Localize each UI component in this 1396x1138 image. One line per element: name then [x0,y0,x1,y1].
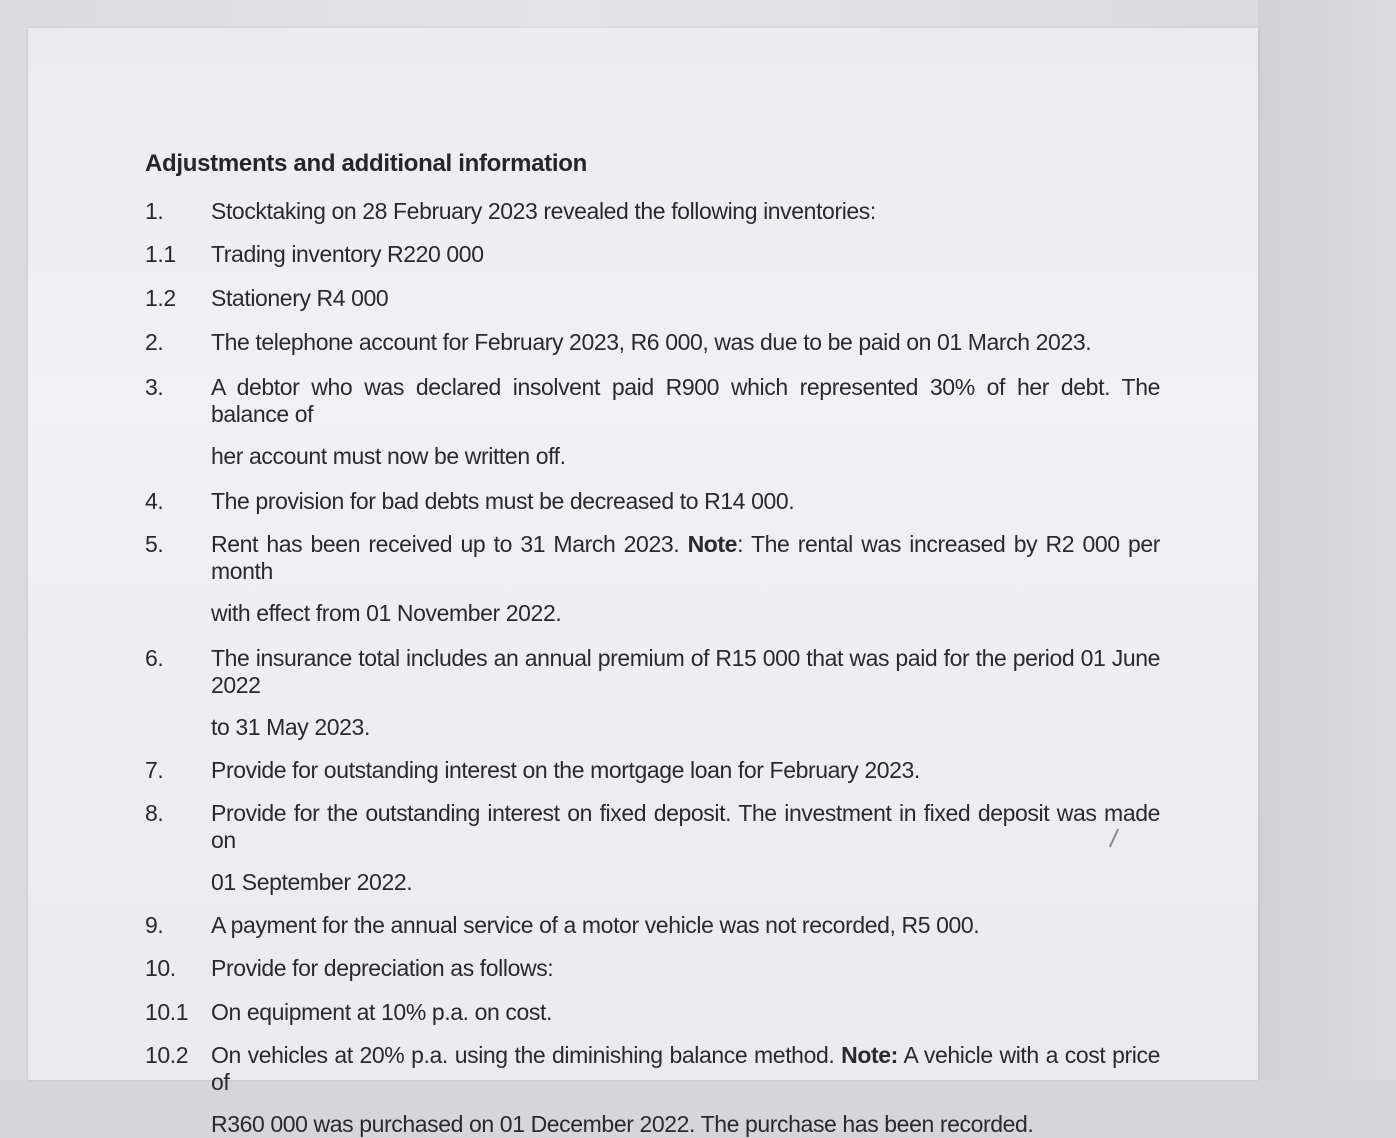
item-number: 5. [145,531,164,557]
item-continuation: to 31 May 2023. [211,714,370,740]
list-item [145,241,1160,268]
item-number: 10. [145,955,176,981]
list-item [145,1042,1160,1096]
item-number: 2. [145,329,164,355]
item-text: The insurance total includes an annual premium of R15 000 that was paid for the period 01 June 2022 [211,645,1160,698]
item-text-part: Rent has been received up to 31 March 2023. [211,531,688,557]
item-text: Stationery R4 000 [211,285,389,311]
list-item [145,912,1160,939]
item-text [211,1042,1160,1096]
item-text-part: A vehicle with a cost price of [211,1042,1161,1095]
section-heading: Adjustments and additional information [145,150,587,177]
document-content [145,150,1160,1138]
item-number: 8. [145,800,164,826]
item-number: 10.2 [145,1042,189,1068]
list-item [145,531,1160,585]
item-text: Provide for depreciation as follows: [211,955,554,981]
list-item [145,329,1160,356]
item-text: Provide for the outstanding interest on fixed deposit. The investment in fixed deposit was made on [211,800,1160,853]
item-number: 1.1 [145,241,176,267]
note-label: Note: [841,1042,898,1068]
item-continuation: R360 000 was purchased on 01 December 2022. The purchase has been recorded. [211,1111,1034,1137]
list-item [145,374,1160,428]
item-continuation: her account must now be written off. [211,443,566,469]
list-item [145,757,1160,784]
item-number: 7. [145,757,164,783]
item-number: 9. [145,912,164,938]
list-item [145,955,1160,982]
item-number: 3. [145,374,164,400]
note-label: Note [687,531,738,557]
item-number: 10.1 [145,999,189,1025]
item-text: Stocktaking on 28 February 2023 revealed the following inventories: [211,198,876,224]
list-item [145,488,1160,515]
item-continuation: with effect from 01 November 2022. [211,600,562,626]
item-continuation: 01 September 2022. [211,869,413,895]
item-text-part: : The rental was increased by R2 000 per month [211,531,1161,584]
item-text: A debtor who was declared insolvent paid R900 which represented 30% of her debt. The balance of [211,374,1160,427]
item-text: The provision for bad debts must be decreased to R14 000. [211,488,795,514]
list-item [145,800,1160,854]
item-number: 4. [145,488,164,514]
item-number: 1. [145,198,164,224]
right-margin [1258,0,1396,1080]
item-text: Trading inventory R220 000 [211,241,484,267]
item-text: On equipment at 10% p.a. on cost. [211,999,552,1025]
list-item [145,285,1160,312]
item-number: 1.2 [145,285,176,311]
item-text-part: On vehicles at 20% p.a. using the diminishing balance method. [211,1042,842,1068]
item-text: The telephone account for February 2023, R6 000, was due to be paid on 01 March 2023. [211,329,1092,355]
item-text: A payment for the annual service of a motor vehicle was not recorded, R5 000. [211,912,980,938]
list-item [145,198,1160,225]
list-item [145,999,1160,1026]
item-text [211,531,1160,585]
item-text: Provide for outstanding interest on the mortgage loan for February 2023. [211,757,920,783]
item-number: 6. [145,645,164,671]
list-item [145,645,1160,699]
